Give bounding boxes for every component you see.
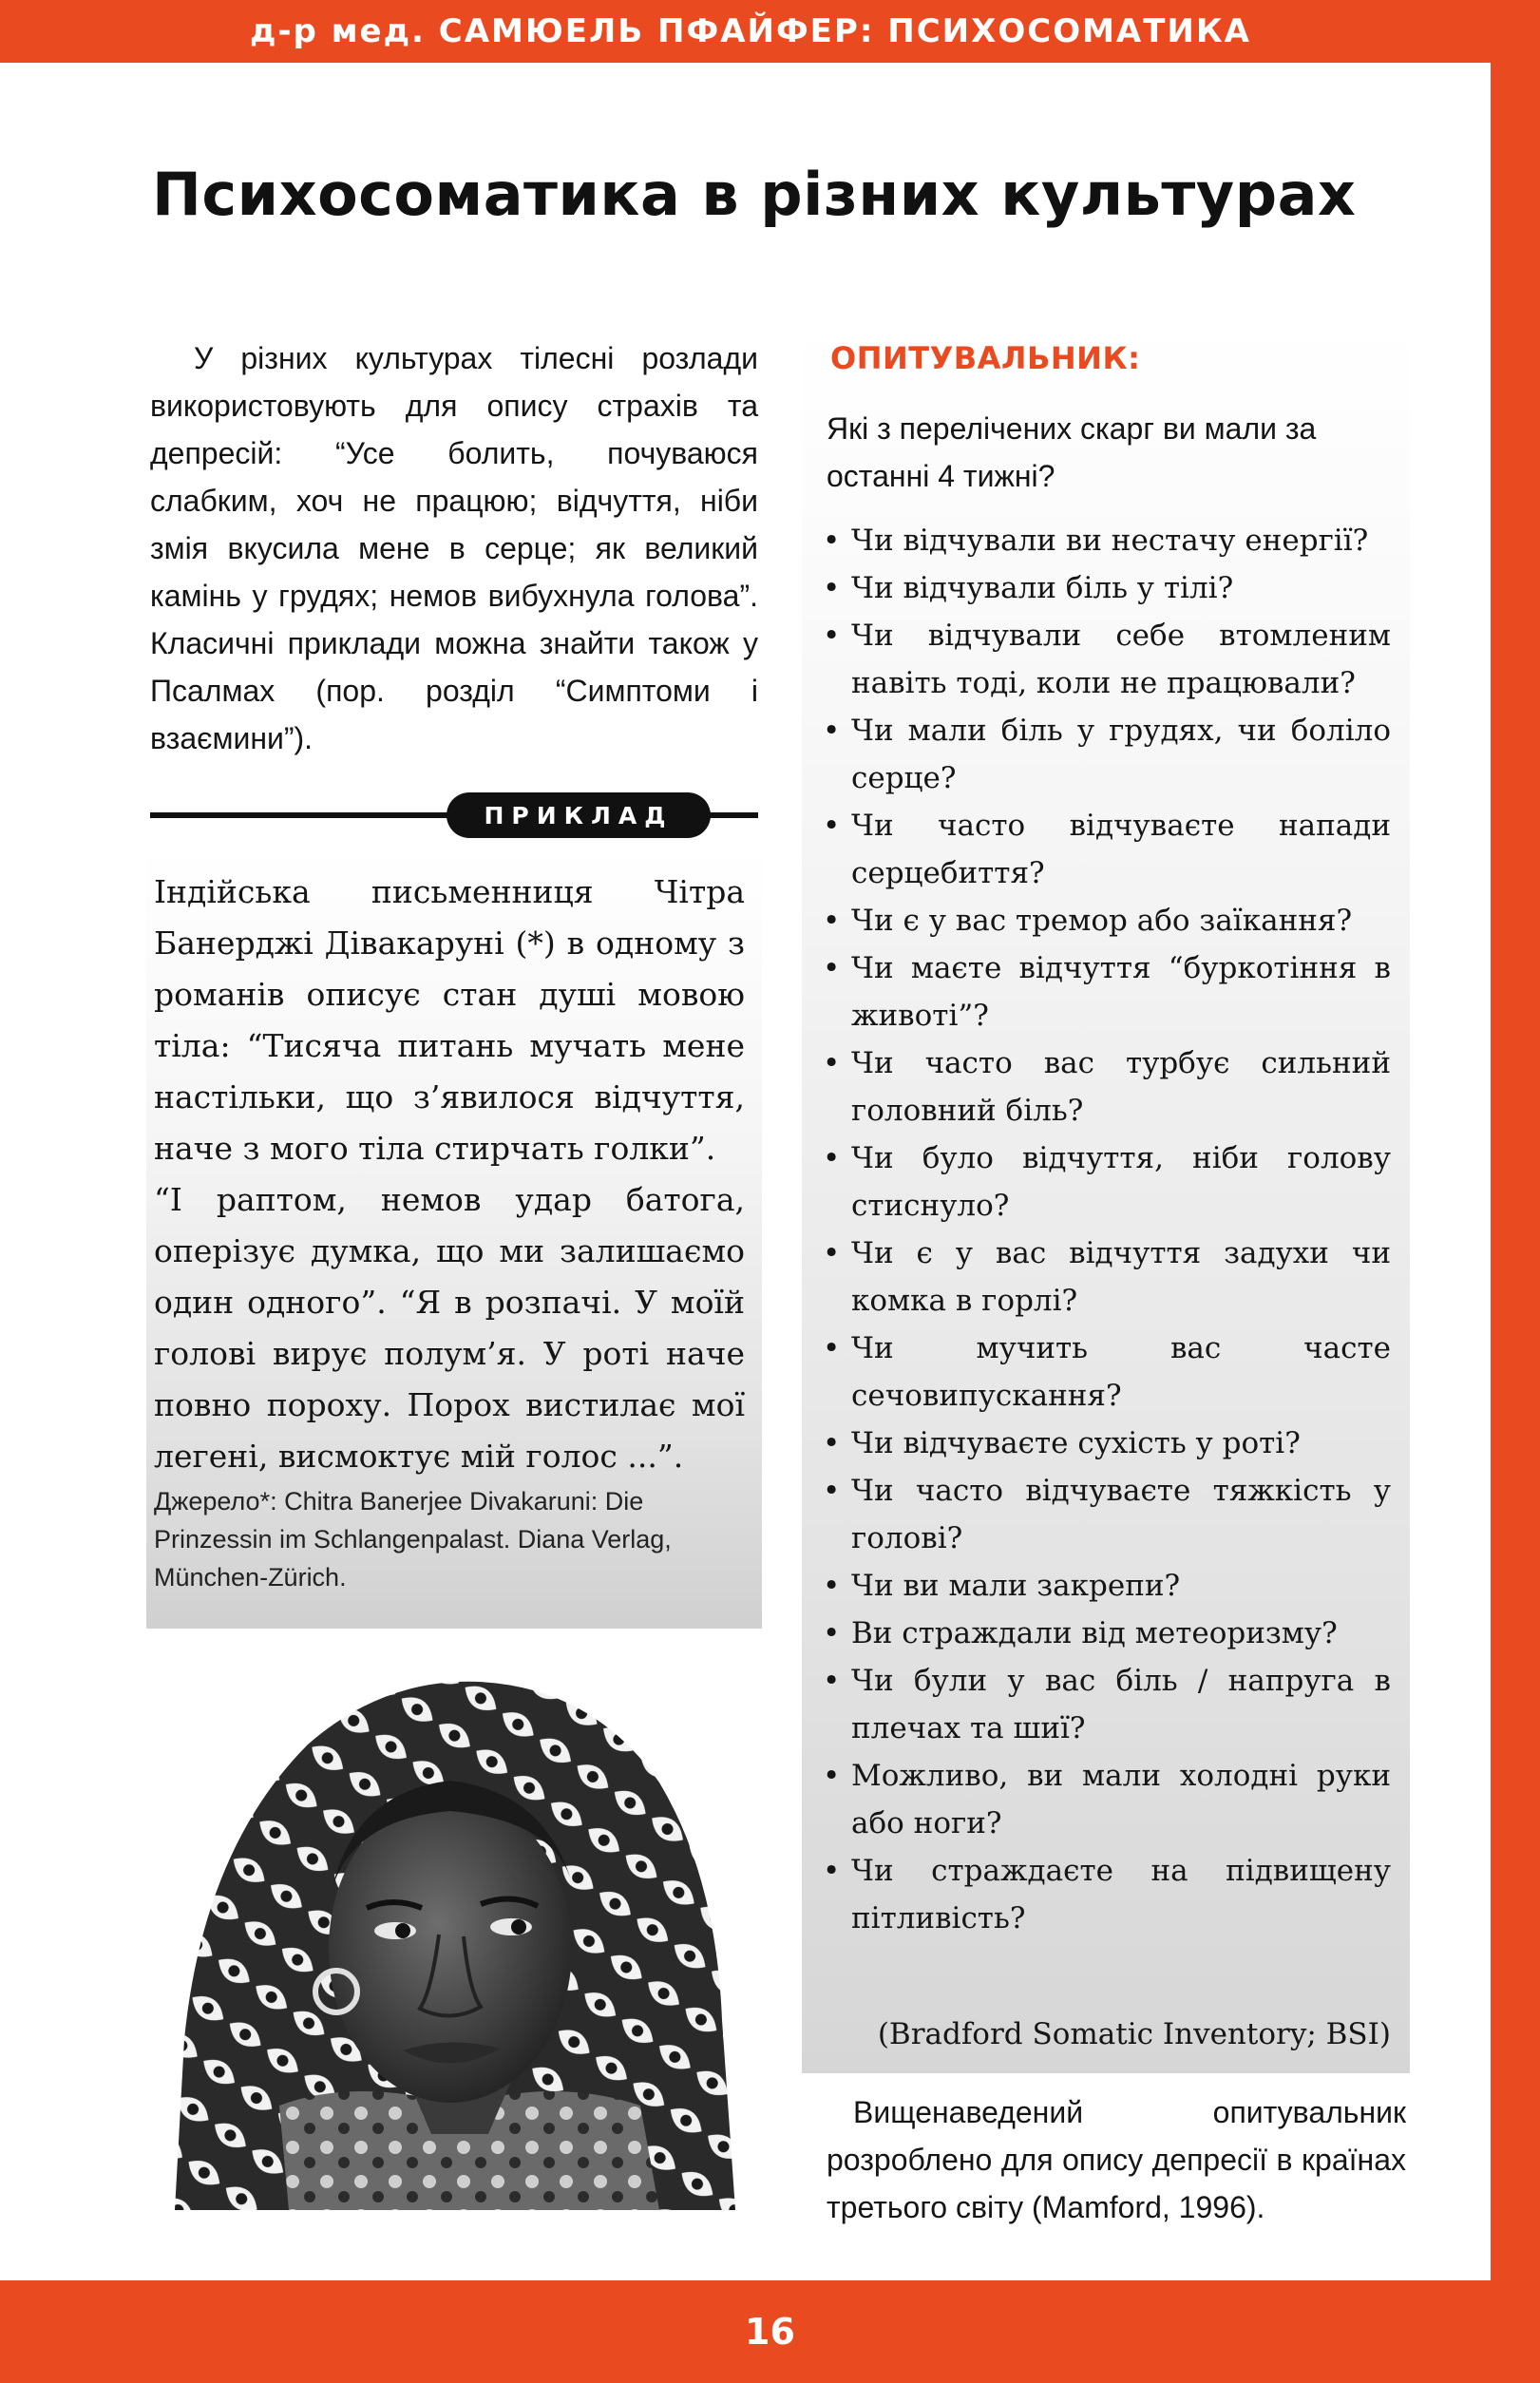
questionnaire-item: • Чи ви мали закрепи? [823, 1562, 1391, 1610]
questionnaire-item: • Чи є у вас тремор або заїкання? [823, 897, 1391, 944]
example-divider [150, 791, 758, 842]
left-pupil [395, 1923, 410, 1938]
questionnaire-item: • Чи були у вас біль / напруга в плечах та шиї? [823, 1657, 1391, 1752]
questionnaire-item: • Чи відчували ви нестачу енергії? [823, 517, 1391, 564]
header-band [0, 0, 1501, 63]
running-title: д-р мед. САМЮЕЛЬ ПФАЙФЕР: ПСИХОСОМАТИКА [249, 12, 1251, 50]
page-title: Психосоматика в різних культурах [152, 160, 1357, 229]
questionnaire-question: Які з перелічених скарг ви мали за останні 4 тижні? [827, 411, 1317, 493]
example-label: ПРИКЛАД [447, 792, 711, 838]
questionnaire-citation: (Bradford Somatic Inventory; BSI) [877, 2017, 1391, 2051]
intro-paragraph: У різних культурах тілесні розлади використовують для опису страхів та депресій: “Усе болить, почуваюся слабким, хоч не працюю; відчуття, ніби змія вкусила мене в серце; як великий камінь у грудях; немов вибухнула голова”. Класичні приклади можна знайти також у Псалмах (пор. розділ “Симптоми і взаємини”). [150, 341, 758, 755]
page-number: 16 [745, 2311, 795, 2353]
questionnaire-item: • Чи маєте відчуття “буркотіння в животі”? [823, 944, 1391, 1039]
closing-paragraph: Вищенаведений опитувальник розроблено для опису депресії в країнах третього світу (Mamford, 1996). [827, 2095, 1406, 2224]
example-quote [154, 867, 745, 1482]
questionnaire-title: ОПИТУВАЛЬНИК: [830, 340, 1141, 376]
questionnaire-item: • Чи відчували біль у тілі? [823, 564, 1391, 612]
questionnaire-item: • Чи відчуваєте сухість у роті? [823, 1420, 1391, 1467]
right-pupil [511, 1919, 526, 1935]
questionnaire-item: • Можливо, ви мали холодні руки або ноги? [823, 1752, 1391, 1847]
example-box [146, 848, 762, 1629]
questionnaire-item: • Чи часто відчуваєте напади серцебиття? [823, 802, 1391, 897]
footer-band [0, 2280, 1540, 2383]
questionnaire-item: • Чи є у вас відчуття задухи чи комка в горлі? [823, 1230, 1391, 1325]
questionnaire-item: • Чи мали біль у грудях, чи боліло серце? [823, 707, 1391, 802]
portrait-photo [146, 1659, 756, 2210]
questionnaire-item: • Чи відчували себе втомленим навіть тоді, коли не працювали? [823, 612, 1391, 707]
questionnaire-list [823, 517, 1391, 1942]
example-paragraph-2: “І раптом, немов удар батога, оперізує думка, що ми залишаємо один одного”. “Я в розпачі. У моїй голові вирує полум’я. У роті наче повно пороху. Порох вистилає мої легені, висмоктує мій голос ...”. [154, 1181, 745, 1475]
right-edge-band [1491, 0, 1540, 2383]
example-source: Джерело*: Chitra Banerjee Divakaruni: Die Prinzessin im Schlangenpalast. Diana Verlag, München-Zürich. [154, 1487, 672, 1592]
questionnaire-item: • Чи часто відчуваєте тяжкість у голові? [823, 1467, 1391, 1562]
example-paragraph-1: Індійська письменниця Чітра Банерджі Дівакаруні (*) в одному з романів описує стан душі мовою тіла: “Тисяча питань мучать мене настільки, що з’явилося відчуття, наче з мого тіла стирчать голки”. [154, 873, 745, 1167]
questionnaire-item: • Чи страждаєте на підвищену пітливість? [823, 1847, 1391, 1942]
questionnaire-item: • Чи було відчуття, ніби голову стиснуло? [823, 1134, 1391, 1230]
questionnaire-box [802, 325, 1410, 2073]
portrait-illustration [146, 1659, 756, 2210]
questionnaire-item: • Ви страждали від метеоризму? [823, 1610, 1391, 1657]
questionnaire-item: • Чи часто вас турбує сильний головний біль? [823, 1039, 1391, 1134]
questionnaire-item: • Чи мучить вас часте сечовипускання? [823, 1325, 1391, 1420]
